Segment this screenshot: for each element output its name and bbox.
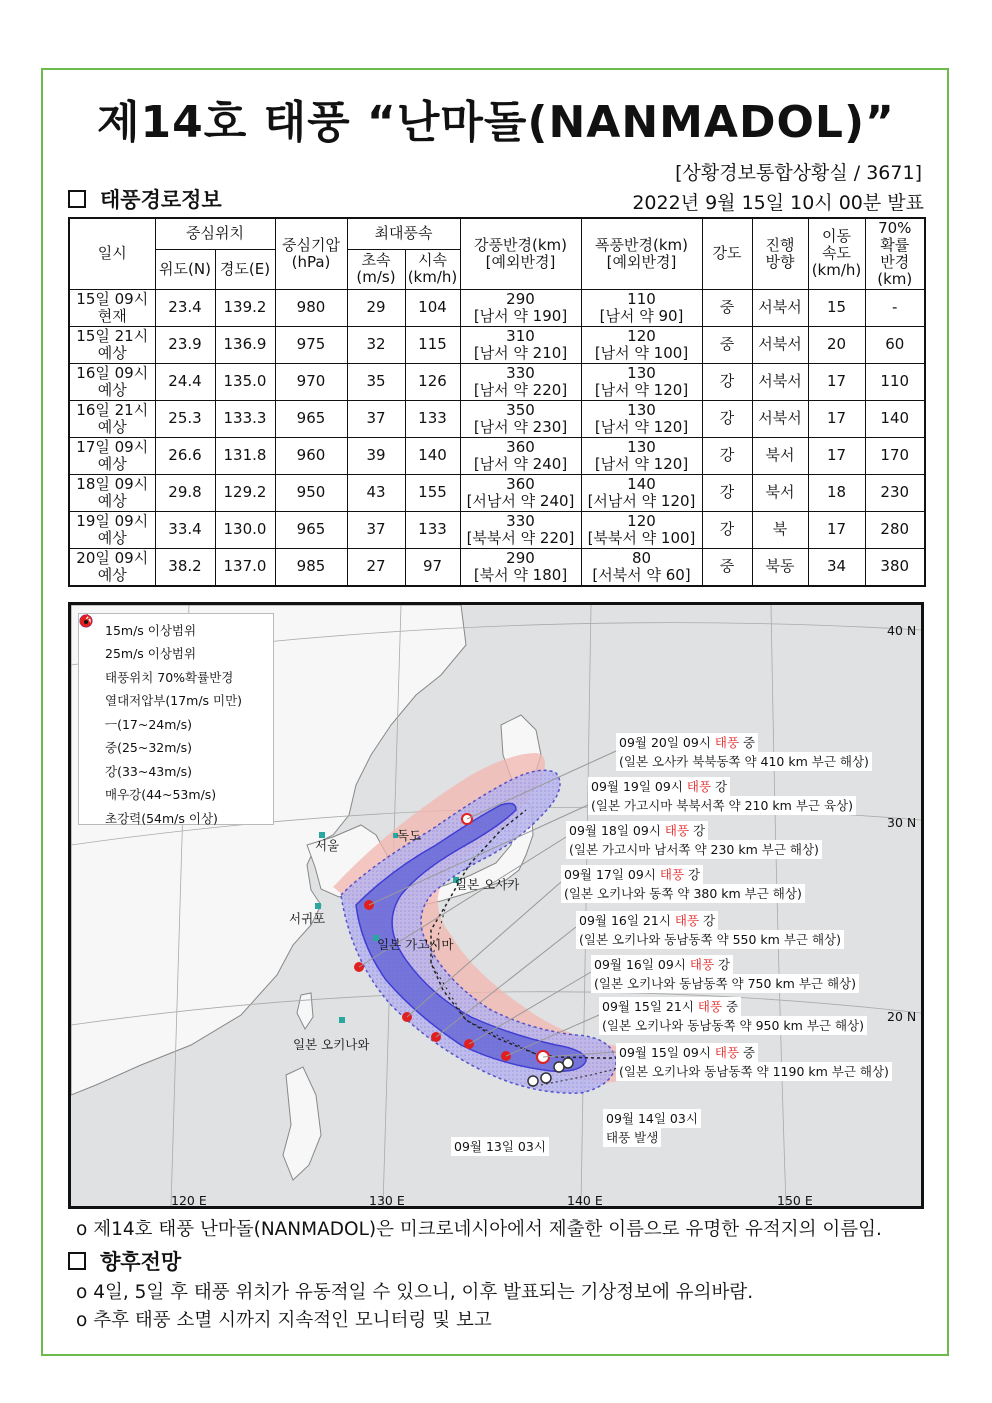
blue-circle-icon bbox=[85, 646, 99, 660]
cell-direction: 북 bbox=[752, 511, 808, 548]
typhoon-strong-icon bbox=[85, 764, 99, 778]
cell-lat: 25.3 bbox=[155, 400, 215, 437]
checkbox-square-icon bbox=[68, 1252, 86, 1270]
cell-wind-ms: 37 bbox=[347, 400, 405, 437]
cell-storm-radius: 130 [남서 약 120] bbox=[581, 437, 702, 474]
cell-speed: 18 bbox=[808, 474, 865, 511]
cell-wind-ms: 32 bbox=[347, 326, 405, 363]
header-intensity: 강도 bbox=[702, 218, 752, 289]
header-lat: 위도(N) bbox=[155, 249, 215, 289]
cell-storm-radius: 110 [남서 약 90] bbox=[581, 289, 702, 326]
header-storm-radius: 폭풍반경(km) [예외반경] bbox=[581, 218, 702, 289]
annotation-start: 09월 13일 03시 bbox=[451, 1137, 549, 1156]
typhoon-track-map bbox=[68, 602, 924, 1209]
cell-pressure: 980 bbox=[275, 289, 347, 326]
cell-wind-kmh: 115 bbox=[405, 326, 460, 363]
cell-lon: 137.0 bbox=[215, 548, 275, 586]
section-track-label: 태풍경로정보 bbox=[100, 188, 222, 212]
cell-strong-radius: 290 [남서 약 190] bbox=[460, 289, 581, 326]
typhoon-super-icon bbox=[85, 811, 99, 825]
cell-pressure: 985 bbox=[275, 548, 347, 586]
cell-pressure: 965 bbox=[275, 400, 347, 437]
map-legend bbox=[78, 613, 274, 825]
legend-label: 태풍위치 70%확률반경 bbox=[105, 669, 234, 685]
cell-storm-radius: 120 [남서 약 100] bbox=[581, 326, 702, 363]
cell-lat: 24.4 bbox=[155, 363, 215, 400]
cell-speed: 17 bbox=[808, 363, 865, 400]
legend-item bbox=[85, 642, 267, 666]
cell-datetime: 17일 09시 예상 bbox=[69, 437, 155, 474]
cell-prob-radius: 280 bbox=[865, 511, 925, 548]
cell-lat: 33.4 bbox=[155, 511, 215, 548]
table-row bbox=[69, 400, 925, 437]
cell-storm-radius: 130 [남서 약 120] bbox=[581, 363, 702, 400]
cell-lat: 26.6 bbox=[155, 437, 215, 474]
page-title: 제14호 태풍 “난마돌(NANMADOL)” bbox=[97, 97, 895, 148]
cell-direction: 북서 bbox=[752, 474, 808, 511]
cell-storm-radius: 120 [북북서 약 100] bbox=[581, 511, 702, 548]
legend-item bbox=[85, 806, 267, 830]
table-row bbox=[69, 326, 925, 363]
cell-wind-kmh: 97 bbox=[405, 548, 460, 586]
legend-item bbox=[85, 759, 267, 783]
legend-item bbox=[85, 665, 267, 689]
lon-label-130e: 130 E bbox=[369, 1193, 405, 1208]
cell-wind-ms: 35 bbox=[347, 363, 405, 400]
legend-item bbox=[85, 618, 267, 642]
cell-wind-ms: 37 bbox=[347, 511, 405, 548]
legend-label: 중(25~32m/s) bbox=[105, 740, 193, 756]
table-row bbox=[69, 363, 925, 400]
legend-label: 15m/s 이상범위 bbox=[105, 622, 197, 638]
cell-wind-kmh: 133 bbox=[405, 511, 460, 548]
cell-lat: 38.2 bbox=[155, 548, 215, 586]
legend-item bbox=[85, 736, 267, 760]
cell-intensity: 강 bbox=[702, 363, 752, 400]
cell-strong-radius: 360 [남서 약 240] bbox=[460, 437, 581, 474]
cell-pressure: 965 bbox=[275, 511, 347, 548]
cell-strong-radius: 350 [남서 약 230] bbox=[460, 400, 581, 437]
section-outlook-label: 향후전망 bbox=[100, 1250, 182, 1274]
header-prob-radius: 70% 확률 반경 (km) bbox=[865, 218, 925, 289]
cell-wind-ms: 27 bbox=[347, 548, 405, 586]
section-track-heading bbox=[68, 184, 222, 214]
cell-storm-radius: 80 [서북서 약 60] bbox=[581, 548, 702, 586]
section-outlook-heading bbox=[68, 1246, 181, 1276]
cell-prob-radius: 60 bbox=[865, 326, 925, 363]
cell-datetime: 15일 09시 현재 bbox=[69, 289, 155, 326]
cell-strong-radius: 310 [남서 약 210] bbox=[460, 326, 581, 363]
cell-strong-radius: 330 [북북서 약 220] bbox=[460, 511, 581, 548]
cell-lon: 133.3 bbox=[215, 400, 275, 437]
cell-wind-kmh: 155 bbox=[405, 474, 460, 511]
position-past-1 bbox=[528, 1076, 538, 1086]
cell-wind-ms: 29 bbox=[347, 289, 405, 326]
cell-intensity: 강 bbox=[702, 400, 752, 437]
cell-wind-kmh: 126 bbox=[405, 363, 460, 400]
track-annotation: 09월 16일 21시 태풍 강 (일본 오키나와 동남동쪽 약 550 km 부근 해상) bbox=[576, 911, 844, 949]
note-monitoring: o 추후 태풍 소멸 시까지 지속적인 모니터링 및 보고 bbox=[76, 1310, 492, 1331]
checkbox-square-icon bbox=[68, 190, 86, 208]
cell-wind-kmh: 104 bbox=[405, 289, 460, 326]
cell-pressure: 970 bbox=[275, 363, 347, 400]
cell-lon: 131.8 bbox=[215, 437, 275, 474]
cell-speed: 17 bbox=[808, 511, 865, 548]
place-osaka: 일본 오사카 bbox=[455, 877, 520, 892]
cell-prob-radius: - bbox=[865, 289, 925, 326]
cell-speed: 34 bbox=[808, 548, 865, 586]
cell-intensity: 강 bbox=[702, 474, 752, 511]
lon-label-140e: 140 E bbox=[567, 1193, 603, 1208]
track-annotation: 09월 15일 21시 태풍 중 (일본 오키나와 동남동쪽 약 950 km 부근 해상) bbox=[599, 997, 867, 1035]
header-direction: 진행 방향 bbox=[752, 218, 808, 289]
cell-datetime: 16일 09시 예상 bbox=[69, 363, 155, 400]
table-row bbox=[69, 437, 925, 474]
cell-wind-ms: 43 bbox=[347, 474, 405, 511]
cell-lon: 139.2 bbox=[215, 289, 275, 326]
position-past-2 bbox=[541, 1073, 551, 1083]
header-wind: 최대풍속 bbox=[347, 218, 460, 249]
header-strong-radius: 강풍반경(km) [예외반경] bbox=[460, 218, 581, 289]
cell-speed: 20 bbox=[808, 326, 865, 363]
track-annotation: 09월 19일 09시 태풍 강 (일본 가고시마 북북서쪽 약 210 km 부근 육상) bbox=[588, 777, 856, 815]
cell-lon: 136.9 bbox=[215, 326, 275, 363]
cell-datetime: 15일 21시 예상 bbox=[69, 326, 155, 363]
legend-item bbox=[85, 783, 267, 807]
cell-lat: 23.9 bbox=[155, 326, 215, 363]
place-okinawa: 일본 오키나와 bbox=[293, 1037, 370, 1052]
cell-prob-radius: 230 bbox=[865, 474, 925, 511]
cell-pressure: 950 bbox=[275, 474, 347, 511]
lon-label-150e: 150 E bbox=[777, 1193, 813, 1208]
cell-direction: 북동 bbox=[752, 548, 808, 586]
header-datetime: 일시 bbox=[69, 218, 155, 289]
legend-label: 25m/s 이상범위 bbox=[105, 646, 197, 662]
legend-label: 초강력(54m/s 이상) bbox=[105, 810, 218, 826]
place-dokdo: 독도 bbox=[397, 828, 422, 843]
cell-datetime: 19일 09시 예상 bbox=[69, 511, 155, 548]
typhoon-very-strong-icon bbox=[85, 787, 99, 801]
header-pressure: 중심기압 (hPa) bbox=[275, 218, 347, 289]
place-seogwipo: 서귀포 bbox=[289, 911, 326, 926]
cell-speed: 17 bbox=[808, 400, 865, 437]
cell-direction: 서북서 bbox=[752, 400, 808, 437]
table-row bbox=[69, 289, 925, 326]
cell-wind-kmh: 140 bbox=[405, 437, 460, 474]
header-lon: 경도(E) bbox=[215, 249, 275, 289]
cell-datetime: 20일 09시 예상 bbox=[69, 548, 155, 586]
pink-circle-icon bbox=[85, 670, 99, 684]
lat-label-20n: 20 N bbox=[887, 1009, 917, 1024]
typhoon-outline-icon bbox=[85, 717, 99, 731]
annotation-genesis: 09월 14일 03시 태풍 발생 bbox=[603, 1109, 701, 1147]
header-speed: 이동 속도 (km/h) bbox=[808, 218, 865, 289]
cell-lon: 129.2 bbox=[215, 474, 275, 511]
lon-label-120e: 120 E bbox=[171, 1193, 207, 1208]
legend-label: 매우강(44~53m/s) bbox=[105, 787, 217, 803]
cell-prob-radius: 140 bbox=[865, 400, 925, 437]
cell-strong-radius: 290 [북서 약 180] bbox=[460, 548, 581, 586]
cell-prob-radius: 110 bbox=[865, 363, 925, 400]
track-annotation: 09월 17일 09시 태풍 강 (일본 오키나와 동쪽 약 380 km 부근 해상) bbox=[561, 865, 805, 903]
table-row bbox=[69, 511, 925, 548]
cell-lat: 29.8 bbox=[155, 474, 215, 511]
cell-direction: 서북서 bbox=[752, 363, 808, 400]
legend-label: 강(33~43m/s) bbox=[105, 763, 193, 779]
crossed-circle-icon bbox=[85, 693, 99, 707]
legend-item bbox=[85, 689, 267, 713]
cell-strong-radius: 330 [남서 약 220] bbox=[460, 363, 581, 400]
issued-time: 2022년 9월 15일 10시 00분 발표 bbox=[632, 192, 924, 214]
cell-intensity: 중 bbox=[702, 326, 752, 363]
marker-okinawa bbox=[339, 1017, 345, 1023]
header-wind-ms: 초속 (m/s) bbox=[347, 249, 405, 289]
place-seoul: 서울 bbox=[315, 838, 340, 853]
cell-strong-radius: 360 [서남서 약 240] bbox=[460, 474, 581, 511]
track-annotation: 09월 18일 09시 태풍 강 (일본 가고시마 남서쪽 약 230 km 부근 해상) bbox=[566, 821, 822, 859]
track-annotation: 09월 20일 09시 태풍 중 (일본 오사카 북북동쪽 약 410 km 부근 해상) bbox=[616, 733, 872, 771]
cell-pressure: 960 bbox=[275, 437, 347, 474]
cell-lon: 130.0 bbox=[215, 511, 275, 548]
cell-intensity: 중 bbox=[702, 289, 752, 326]
cell-speed: 15 bbox=[808, 289, 865, 326]
header-center: 중심위치 bbox=[155, 218, 275, 249]
cell-datetime: 16일 21시 예상 bbox=[69, 400, 155, 437]
lat-label-30n: 30 N bbox=[887, 815, 917, 830]
track-annotation: 09월 16일 09시 태풍 강 (일본 오키나와 동남동쪽 약 750 km 부근 해상) bbox=[591, 955, 859, 993]
cell-prob-radius: 170 bbox=[865, 437, 925, 474]
cell-speed: 17 bbox=[808, 437, 865, 474]
header-wind-kmh: 시속 (km/h) bbox=[405, 249, 460, 289]
typhoon-medium-icon bbox=[85, 740, 99, 754]
track-annotation: 09월 15일 09시 태풍 중 (일본 오키나와 동남동쪽 약 1190 km 부근 해상) bbox=[616, 1043, 892, 1081]
legend-label: 열대저압부(17m/s 미만) bbox=[105, 693, 243, 709]
department-label: [상황경보통합상황실 / 3671] bbox=[675, 162, 922, 184]
note-typhoon-name: o 제14호 태풍 난마돌(NANMADOL)은 미크로네시아에서 제출한 이름으로 유명한 유적지의 이름임. bbox=[76, 1219, 882, 1240]
cell-direction: 북서 bbox=[752, 437, 808, 474]
cell-datetime: 18일 09시 예상 bbox=[69, 474, 155, 511]
cell-intensity: 강 bbox=[702, 437, 752, 474]
cell-intensity: 중 bbox=[702, 548, 752, 586]
typhoon-track-table bbox=[68, 217, 926, 587]
legend-item bbox=[85, 712, 267, 736]
cell-wind-ms: 39 bbox=[347, 437, 405, 474]
cell-direction: 서북서 bbox=[752, 289, 808, 326]
legend-label: ㅡ(17~24m/s) bbox=[105, 716, 193, 732]
cell-lat: 23.4 bbox=[155, 289, 215, 326]
cell-storm-radius: 140 [서남서 약 120] bbox=[581, 474, 702, 511]
table-row bbox=[69, 548, 925, 586]
cell-storm-radius: 130 [남서 약 120] bbox=[581, 400, 702, 437]
position-past-4 bbox=[563, 1058, 573, 1068]
cell-pressure: 975 bbox=[275, 326, 347, 363]
cell-direction: 서북서 bbox=[752, 326, 808, 363]
note-forecast-uncertainty: o 4일, 5일 후 태풍 위치가 유동적일 수 있으니, 이후 발표되는 기상정보에 유의바람. bbox=[76, 1282, 754, 1303]
cell-lon: 135.0 bbox=[215, 363, 275, 400]
place-kagoshima: 일본 가고시마 bbox=[377, 937, 454, 952]
lat-label-40n: 40 N bbox=[887, 623, 917, 638]
table-row bbox=[69, 474, 925, 511]
cell-intensity: 강 bbox=[702, 511, 752, 548]
cell-prob-radius: 380 bbox=[865, 548, 925, 586]
cell-wind-kmh: 133 bbox=[405, 400, 460, 437]
